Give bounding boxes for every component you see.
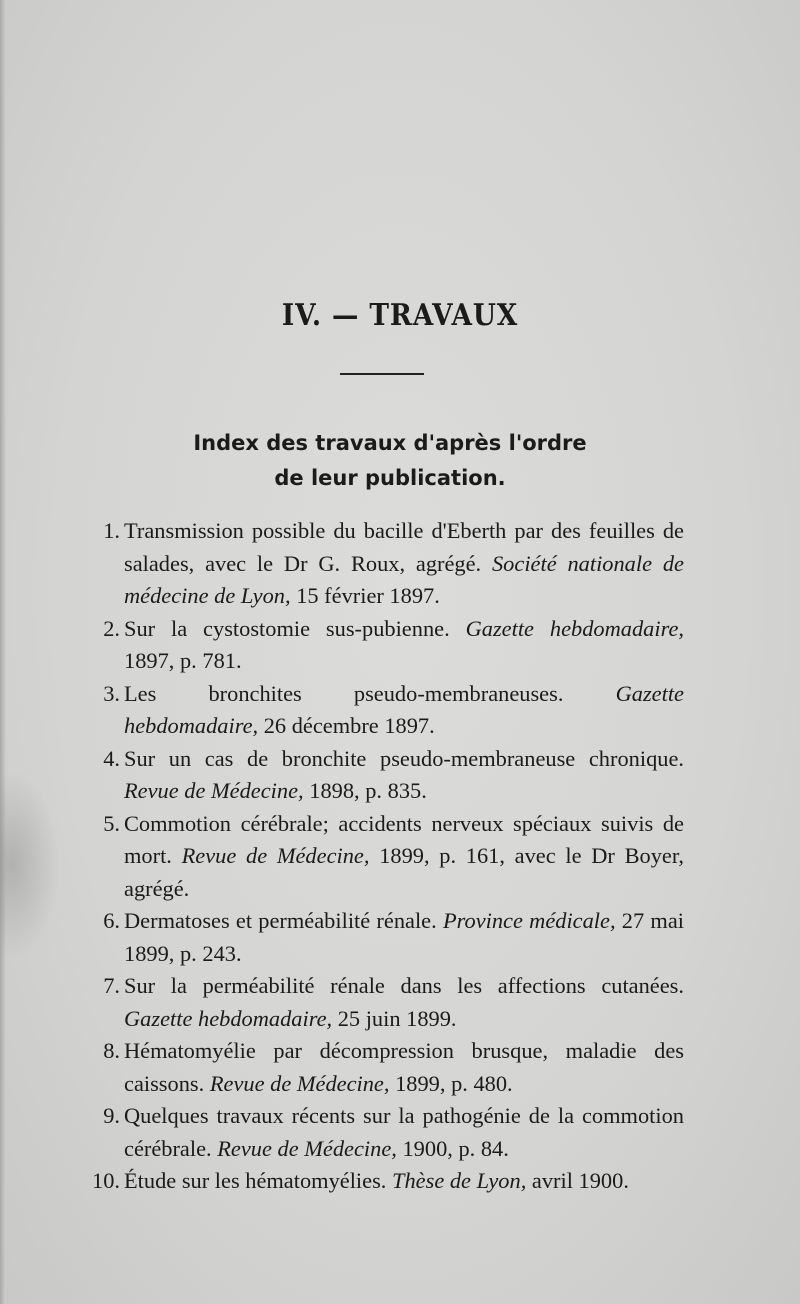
publication-entry bbox=[72, 1035, 684, 1100]
entry-title: Dermatoses et perméabilité rénale. bbox=[124, 908, 437, 933]
entry-title: Sur un cas de bronchite pseudo-membraneuse chronique. bbox=[124, 745, 684, 771]
section-heading: IV. — TRAVAUX bbox=[281, 298, 519, 333]
entry-detail: avril 1900. bbox=[531, 1168, 629, 1193]
entry-number: 8. bbox=[103, 1038, 120, 1063]
entry-title: Hématomyélie par décompression brusque, maladie des caissons. bbox=[124, 1038, 684, 1096]
entry-source: Revue de Médecine, bbox=[209, 1070, 390, 1096]
entry-detail: 1900, p. 84. bbox=[402, 1135, 509, 1161]
entry-source: Province médicale, bbox=[442, 908, 616, 933]
subtitle-line-1: Index des travaux d'après l'ordre bbox=[193, 431, 587, 455]
entry-source: Gazette hebdomadaire, bbox=[124, 1005, 333, 1031]
entry-detail: 25 juin 1899. bbox=[337, 1005, 457, 1031]
entry-detail: 1897, p. 781. bbox=[124, 648, 242, 673]
entry-detail: 1899, p. 480. bbox=[395, 1070, 513, 1096]
publication-entry bbox=[72, 1165, 684, 1198]
entry-number: 7. bbox=[103, 973, 120, 998]
entry-title: Quelques travaux récents sur la pathogénie de la commotion cérébrale. bbox=[124, 1103, 684, 1161]
entry-number: 5. bbox=[103, 810, 120, 836]
publication-list bbox=[72, 515, 684, 1198]
publication-entry bbox=[72, 970, 684, 1035]
publication-entry bbox=[72, 678, 684, 743]
publication-entry bbox=[72, 613, 684, 678]
page-edge-shadow bbox=[0, 0, 6, 1304]
entry-number: 4. bbox=[103, 745, 120, 771]
heading-rule bbox=[340, 373, 424, 375]
entry-number: 3. bbox=[103, 680, 120, 706]
entry-title: Sur la cystostomie sus-pubienne. bbox=[124, 615, 450, 641]
publication-entry bbox=[72, 515, 684, 613]
entry-number: 2. bbox=[103, 615, 120, 641]
index-subtitle bbox=[150, 426, 630, 496]
entry-title: Transmission possible du bacille d'Eberth par des feuilles de salades, avec le Dr G. Roux, agrégé. bbox=[124, 518, 684, 576]
entry-title: Sur la perméabilité rénale dans les affections cutanées. bbox=[124, 973, 684, 998]
entry-number: 6. bbox=[103, 908, 120, 933]
page-smudge bbox=[0, 770, 60, 960]
entry-source: Revue de Médecine, bbox=[217, 1135, 397, 1161]
publication-entry bbox=[72, 743, 684, 808]
entry-detail: 1898, p. 835. bbox=[309, 778, 427, 803]
publication-entry bbox=[72, 905, 684, 970]
publication-entry bbox=[72, 1100, 684, 1165]
entry-detail: 27 mai 1899, p. 243. bbox=[124, 908, 684, 966]
entry-number: 10. bbox=[92, 1168, 120, 1193]
entry-source: Thèse de Lyon, bbox=[392, 1168, 527, 1193]
subtitle-line-2: de leur publication. bbox=[274, 466, 506, 490]
entry-source: Gazette hebdomadaire, bbox=[124, 680, 684, 738]
publication-entry bbox=[72, 808, 684, 906]
entry-detail: 26 décembre 1897. bbox=[263, 713, 435, 738]
entry-number: 9. bbox=[103, 1103, 120, 1128]
entry-detail: 15 février 1897. bbox=[296, 583, 440, 608]
entry-title: Étude sur les hématomyélies. bbox=[124, 1168, 387, 1193]
entry-title: Commotion cérébrale; accidents nerveux spéciaux suivis de mort. bbox=[124, 810, 684, 868]
entry-source: Revue de Médecine, bbox=[181, 843, 370, 868]
entry-source: Revue de Médecine, bbox=[124, 778, 304, 803]
entry-number: 1. bbox=[103, 518, 120, 543]
entry-source: Gazette hebdomadaire, bbox=[465, 615, 685, 641]
entry-detail: 1899, p. 161, avec le Dr Boyer, agrégé. bbox=[124, 843, 684, 901]
entry-source: Société nationale de médecine de Lyon, bbox=[124, 550, 684, 608]
entry-title: Les bronchites pseudo-membraneuses. bbox=[124, 680, 564, 706]
